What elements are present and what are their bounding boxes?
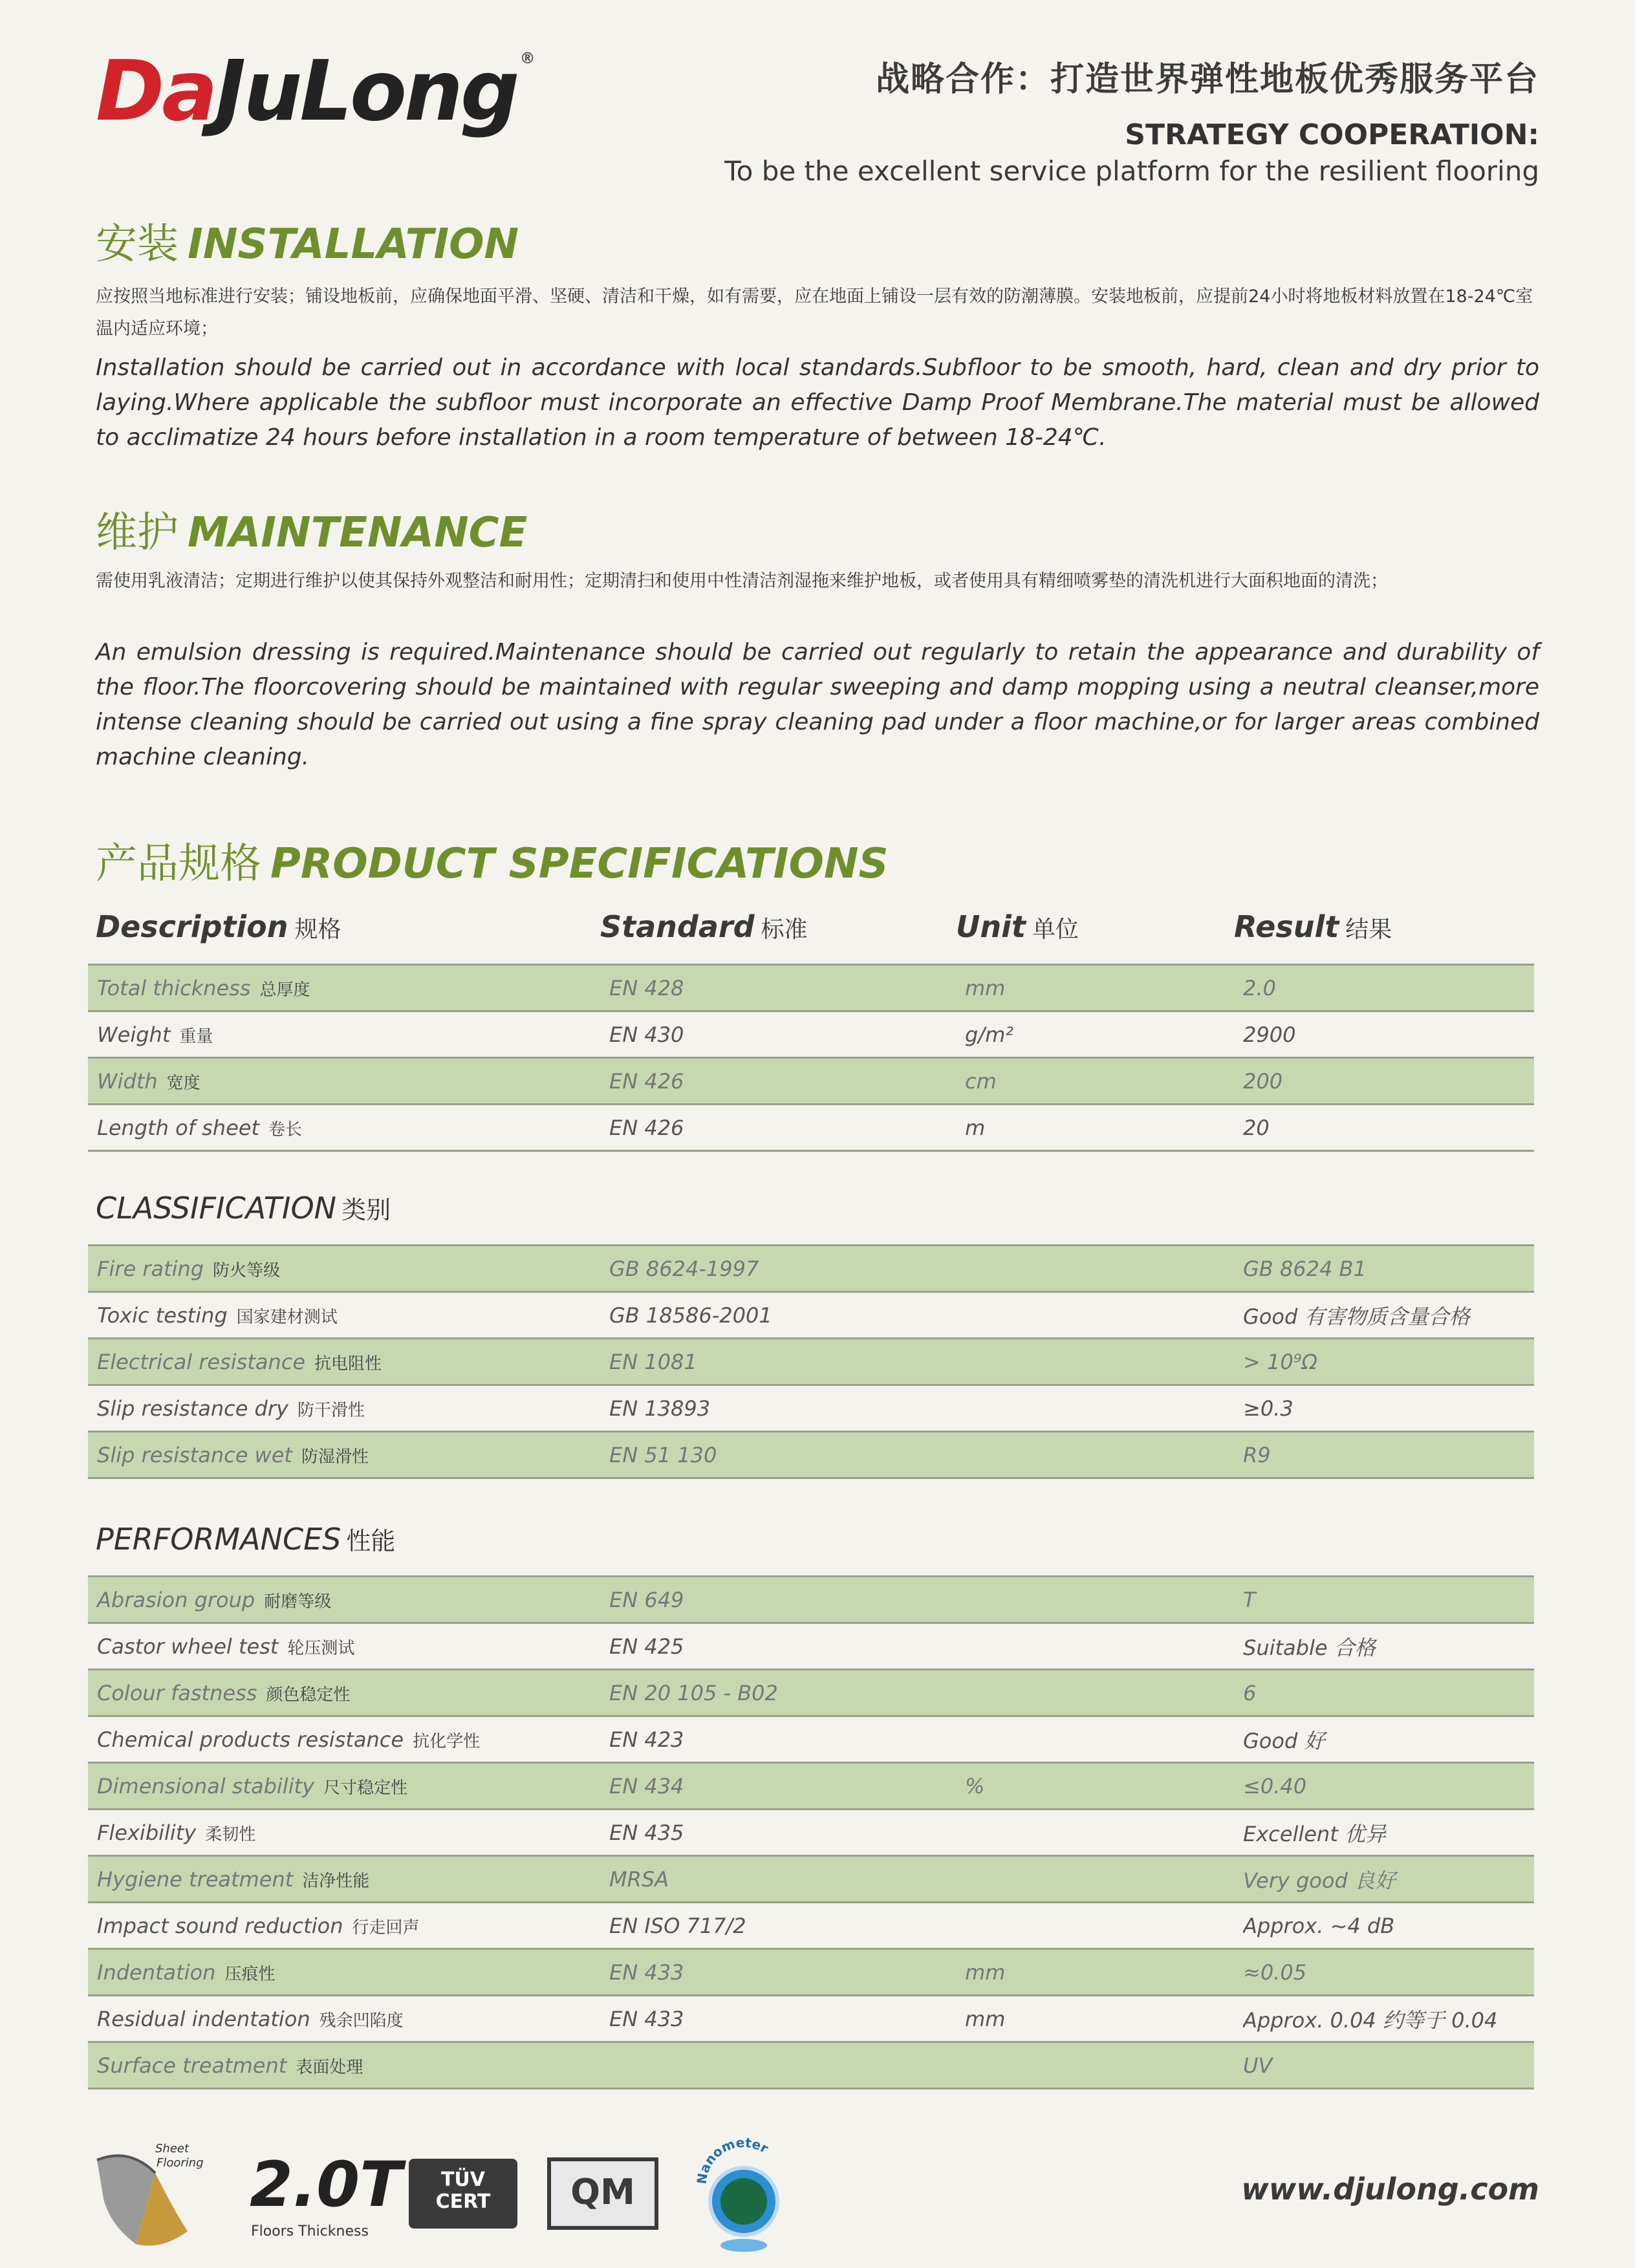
cell-description: Residual indentation 残余凹陷度 xyxy=(88,1996,609,2042)
cell-result: 200 xyxy=(1243,1058,1534,1105)
table-row xyxy=(88,1058,1534,1105)
cell-standard: EN 20 105 - B02 xyxy=(609,1670,965,1716)
cell-description: Electrical resistance 抗电阻性 xyxy=(88,1339,609,1385)
cell-description: Flexibility 柔韧性 xyxy=(88,1809,609,1856)
performances-heading: PERFORMANCES 性能 xyxy=(96,1522,396,1557)
cell-description: Indentation 压痕性 xyxy=(88,1949,609,1996)
nanometer-badge xyxy=(692,2132,796,2254)
installation-text-cn: 应按照当地标准进行安装；铺设地板前，应确保地面平滑、坚硬、清洁和干燥，如有需要，应在地面上铺设一层有效的防潮薄膜。安装地板前，应提前24小时将地板材料放置在18-24℃室温内适应环境； xyxy=(96,286,1533,339)
table-row xyxy=(88,1856,1534,1903)
installation-heading-cn: 安装 xyxy=(96,221,179,268)
cell-standard: EN ISO 717/2 xyxy=(609,1903,965,1949)
cell-result: R9 xyxy=(1243,1432,1534,1478)
maintenance-heading xyxy=(96,499,527,559)
cell-description: Dimensional stability 尺寸稳定性 xyxy=(88,1763,609,1809)
table-row xyxy=(88,1809,1534,1856)
slogan-cn: 战略合作：打造世界弹性地板优秀服务平台 xyxy=(875,60,1539,99)
cell-unit xyxy=(965,1856,1243,1903)
installation-heading xyxy=(96,211,519,270)
cell-unit xyxy=(965,1385,1243,1432)
cell-description: Length of sheet 卷长 xyxy=(88,1105,609,1151)
cell-standard: EN 426 xyxy=(609,1105,965,1151)
qm-badge: QM xyxy=(547,2157,658,2230)
registered-mark: ® xyxy=(519,49,533,67)
cell-standard: EN 426 xyxy=(609,1058,965,1105)
table-row xyxy=(88,965,1534,1011)
cell-result: T xyxy=(1243,1577,1534,1623)
table-row xyxy=(88,1432,1534,1478)
cell-result: Approx. ~4 dB xyxy=(1243,1903,1534,1949)
table-row xyxy=(88,1011,1534,1058)
thickness-label: Floors Thickness xyxy=(251,2223,369,2240)
sheet-label-1: Sheet xyxy=(155,2142,189,2155)
table-row xyxy=(88,1716,1534,1763)
cell-unit: m xyxy=(965,1105,1243,1151)
tuv-cert-badge: TÜV CERT xyxy=(409,2159,517,2229)
cell-standard: EN 434 xyxy=(609,1763,965,1809)
cell-unit xyxy=(965,1339,1243,1385)
cell-unit xyxy=(965,1623,1243,1670)
cell-unit xyxy=(965,1432,1243,1478)
cell-result: > 10⁹Ω xyxy=(1243,1339,1534,1385)
installation-heading-en: INSTALLATION xyxy=(188,221,519,268)
table-row xyxy=(88,1903,1534,1949)
column-header-standard: Standard 标准 xyxy=(600,909,808,944)
cell-description: Fire rating 防火等级 xyxy=(88,1246,609,1292)
cell-result: 20 xyxy=(1243,1105,1534,1151)
sheet-label-2: Flooring xyxy=(157,2156,204,2170)
cell-unit xyxy=(965,1292,1243,1339)
cell-unit: mm xyxy=(965,1996,1243,2042)
cell-result: ≥0.3 xyxy=(1243,1385,1534,1432)
cell-description: Chemical products resistance 抗化学性 xyxy=(88,1716,609,1763)
cell-standard: EN 433 xyxy=(609,1949,965,1996)
cell-description: Toxic testing 国家建材测试 xyxy=(88,1292,609,1339)
cell-result: UV xyxy=(1243,2042,1534,2089)
cell-unit: g/m² xyxy=(965,1011,1243,1058)
cell-unit xyxy=(965,1577,1243,1623)
cell-unit: mm xyxy=(965,965,1243,1011)
cell-description: Width 宽度 xyxy=(88,1058,609,1105)
cell-unit: cm xyxy=(965,1058,1243,1105)
cell-standard: EN 435 xyxy=(609,1809,965,1856)
nano-label: Nanometer xyxy=(693,2134,772,2185)
specifications-heading xyxy=(96,830,889,890)
cell-unit xyxy=(965,1670,1243,1716)
performances-table xyxy=(88,1575,1534,2090)
cell-result: Excellent 优异 xyxy=(1243,1809,1534,1856)
cell-standard: EN 649 xyxy=(609,1577,965,1623)
classification-heading: CLASSIFICATION 类别 xyxy=(96,1191,391,1226)
cell-standard xyxy=(609,2042,965,2089)
specifications-heading-en: PRODUCT SPECIFICATIONS xyxy=(270,840,889,888)
cell-result: Good 好 xyxy=(1243,1716,1534,1763)
cell-unit: % xyxy=(965,1763,1243,1809)
maintenance-text-en: An emulsion dressing is required.Maintenance should be carried out regularly to retain the appearance and durability of the floor.The floorcovering should be maintained with regular sweeping and damp mopping using a neutral cleanser,more intense cleaning should be carried out using a fine spray cleaning pad under a floor machine,or for larger areas combined machine cleaning. xyxy=(96,639,1539,770)
cell-standard: EN 428 xyxy=(609,965,965,1011)
cell-standard: EN 13893 xyxy=(609,1385,965,1432)
cell-standard: EN 1081 xyxy=(609,1339,965,1385)
logo-red-part: Da xyxy=(96,43,215,140)
slogan-en-subtitle: To be the excellent service platform for the resilient flooring xyxy=(724,155,1539,187)
logo-dark-part: JuLong xyxy=(215,43,517,140)
cell-result: Good 有害物质含量合格 xyxy=(1243,1292,1534,1339)
cell-description: Total thickness 总厚度 xyxy=(88,965,609,1011)
table-row xyxy=(88,1949,1534,1996)
cell-standard: EN 430 xyxy=(609,1011,965,1058)
cell-result: ≈0.05 xyxy=(1243,1949,1534,1996)
table-row xyxy=(88,1996,1534,2042)
cell-description: Colour fastness 颜色稳定性 xyxy=(88,1670,609,1716)
cell-description: Surface treatment 表面处理 xyxy=(88,2042,609,2089)
cell-standard: GB 18586-2001 xyxy=(609,1292,965,1339)
thickness-value: 2.0T xyxy=(250,2148,402,2221)
cell-standard: EN 423 xyxy=(609,1716,965,1763)
cell-unit xyxy=(965,1809,1243,1856)
table-row xyxy=(88,2042,1534,2089)
column-header-result: Result 结果 xyxy=(1234,909,1392,944)
maintenance-heading-cn: 维护 xyxy=(96,509,179,557)
installation-text-en: Installation should be carried out in accordance with local standards.Subfloor to be smooth, hard, clean and dry prior to laying.Where applicable the subfloor must incorporate an effective Damp Proof Membrane.The material must be allowed to acclimatize 24 hours before installation in a room temperature of between 18-24℃. xyxy=(96,354,1539,451)
cell-standard: EN 51 130 xyxy=(609,1432,965,1478)
cell-description: Castor wheel test 轮压测试 xyxy=(88,1623,609,1670)
slogan-en-title: STRATEGY COOPERATION: xyxy=(1125,118,1539,151)
website-link[interactable]: www.djulong.com xyxy=(1241,2172,1539,2207)
cell-description: Slip resistance dry 防干滑性 xyxy=(88,1385,609,1432)
specifications-table xyxy=(88,964,1534,1152)
cell-description: Impact sound reduction 行走回声 xyxy=(88,1903,609,1949)
table-row xyxy=(88,1246,1534,1292)
cell-result: 2.0 xyxy=(1243,965,1534,1011)
cell-result: Suitable 合格 xyxy=(1243,1623,1534,1670)
cell-description: Weight 重量 xyxy=(88,1011,609,1058)
cell-standard: EN 433 xyxy=(609,1996,965,2042)
table-row xyxy=(88,1623,1534,1670)
sheet-flooring-icon xyxy=(84,2134,207,2257)
maintenance-heading-en: MAINTENANCE xyxy=(188,509,528,557)
table-row xyxy=(88,1105,1534,1151)
cell-description: Hygiene treatment 洁净性能 xyxy=(88,1856,609,1903)
table-row xyxy=(88,1763,1534,1809)
cell-unit xyxy=(965,1246,1243,1292)
cell-standard: EN 425 xyxy=(609,1623,965,1670)
cell-result: 2900 xyxy=(1243,1011,1534,1058)
table-row xyxy=(88,1670,1534,1716)
cell-unit xyxy=(965,1903,1243,1949)
cell-unit xyxy=(965,2042,1243,2089)
column-header-unit: Unit 单位 xyxy=(956,909,1079,944)
brand-logo xyxy=(96,43,533,140)
table-row xyxy=(88,1292,1534,1339)
cell-unit: mm xyxy=(965,1949,1243,1996)
cell-unit xyxy=(965,1716,1243,1763)
table-row xyxy=(88,1385,1534,1432)
cell-result: 6 xyxy=(1243,1670,1534,1716)
specifications-heading-cn: 产品规格 xyxy=(96,840,261,888)
cell-result: Approx. 0.04 约等于 0.04 xyxy=(1243,1996,1534,2042)
cell-description: Slip resistance wet 防湿滑性 xyxy=(88,1432,609,1478)
cell-description: Abrasion group 耐磨等级 xyxy=(88,1577,609,1623)
cell-standard: MRSA xyxy=(609,1856,965,1903)
cell-standard: GB 8624-1997 xyxy=(609,1246,965,1292)
table-row xyxy=(88,1339,1534,1385)
classification-table xyxy=(88,1244,1534,1479)
cell-result: Very good 良好 xyxy=(1243,1856,1534,1903)
cell-result: ≤0.40 xyxy=(1243,1763,1534,1809)
column-header-description: Description 规格 xyxy=(96,909,341,944)
header-slogan xyxy=(724,52,1539,187)
cell-result: GB 8624 B1 xyxy=(1243,1246,1534,1292)
table-row xyxy=(88,1577,1534,1623)
maintenance-text-cn: 需使用乳液清洁；定期进行维护以使其保持外观整洁和耐用性；定期清扫和使用中性清洁剂湿拖来维护地板，或者使用具有精细喷雾垫的清洗机进行大面积地面的清洗； xyxy=(96,571,1388,591)
